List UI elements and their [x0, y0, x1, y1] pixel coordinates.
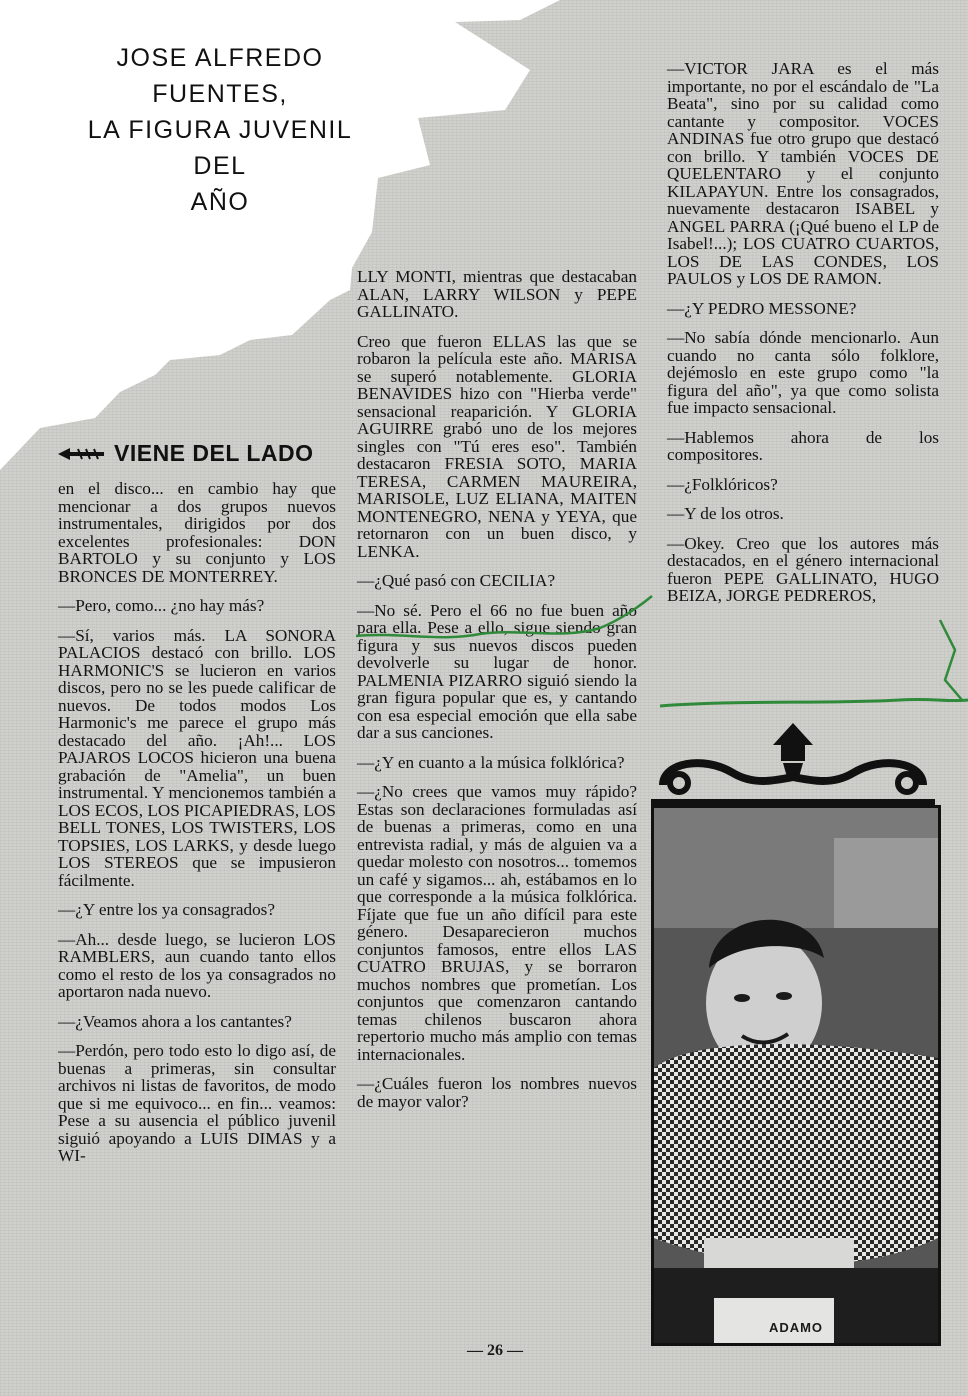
paragraph: —¿Veamos ahora a los cantantes? — [58, 1011, 292, 1031]
photo-frame — [643, 715, 943, 1335]
paragraph: Creo que fueron ELLAS las que se robaron la película este año. MARISA se superó notablemente. GLORIA BENAVIDES hizo con "Hierba verde" sensacional reaparición. Y GLORIA AGUIRRE grabó uno de los mejores singles con "Tú eres eso". También destacaron FRESIA SOTO, MARIA TERESA, CARMEN MAUREIRA, MARISOLE, LUZ ELIANA, MAITEN MONTENEGRO, NENA y YEYA, que retornaron con un buen disco, y LENKA. — [357, 331, 637, 561]
photo-caption: ADAMO — [768, 1320, 824, 1335]
paragraph: —Y de los otros. — [667, 504, 784, 523]
article-headline — [60, 40, 380, 220]
ornamental-crest-icon — [643, 715, 943, 815]
headline-line-2: LA FIGURA JUVENIL DEL — [87, 116, 353, 180]
arrow-left-icon — [56, 445, 106, 463]
text-column-3 — [667, 60, 939, 605]
paragraph: —Ah... desde luego, se lucieron LOS RAMBLERS, aun cuando tanto ellos como el resto de los ya consagrados no aportaron nada nuevo. — [58, 929, 336, 1001]
headline-line-3: AÑO — [190, 188, 250, 216]
paragraph: —Okey. Creo que los autores más destacados, en el género internacional fueron PEPE GALLINATO, HUGO BEIZA, JORGE PEDREROS, — [667, 533, 939, 605]
paragraph: —¿Y PEDRO MESSONE? — [667, 298, 857, 318]
section-heading — [56, 440, 346, 467]
paragraph: —¿No crees que vamos muy rápido? Estas son declaraciones formuladas así de buenas a primeras, como en una entrevista radial, y más de alguien va a quedar molesto con nosotros... tomemos un café y sigamos... ah, estábamos en lo que corresponde a la música folklórica. Fíjate que fue un año difícil para este género. Desaparecieron muchos conjuntos famosos, entre ellos LAS CUATRO BRUJAS, y se borraron muchos nombres que prometían. Los conjuntos que comenzaron cantando temas chilenos buscaron ahora repertorio mucho más amplio con temas internacionales. — [357, 782, 637, 1064]
paragraph: —¿Y entre los ya consagrados? — [58, 900, 275, 919]
paragraph: —¿Qué pasó con CECILIA? — [357, 571, 556, 590]
section-heading-text: VIENE DEL LADO — [114, 440, 314, 466]
paragraph: —Hablemos ahora de los compositores. — [667, 427, 939, 464]
text-column-1 — [58, 480, 336, 1165]
paragraph: —Sí, varios más. LA SONORA PALACIOS destacó con brillo. LOS HARMONIC'S se lucieron en varios discos, pero no se les puede calificar de nuevos. De todos modos Los Harmonic's me parece el grupo más destacado del año. ¡Ah!... LOS PAJAROS LOCOS hicieron una buena grabación de "Amelia", un buen instrumental. Y mencionemos también a LOS ECOS, LOS PICAPIEDRAS, LOS BELL TONES, LOS TWISTERS, LOS TOPSIES, LOS LARKS, y desde luego LOS STEREOS que se impusieron fácilmente. — [58, 625, 336, 890]
adamo-photo — [651, 805, 941, 1346]
headline-line-1: JOSE ALFREDO FUENTES, — [116, 44, 324, 108]
page-number: — 26 — — [467, 1342, 523, 1359]
text-column-2 — [357, 268, 637, 1110]
paragraph: —Pero, como... ¿no hay más? — [58, 596, 265, 615]
paragraph: —¿Folklóricos? — [667, 474, 778, 494]
paragraph: en el disco... en cambio hay que mencionar a dos grupos nuevos instrumentales, dirigidos por dos excelentes profesionales: DON BARTOLO y su conjunto y LOS BRONCES DE MONTERREY. — [58, 479, 336, 586]
portrait-illustration — [654, 808, 938, 1343]
paragraph: —Perdón, pero todo esto lo digo así, de buenas a primeras, sin consultar archivos ni listas de favoritos, de modo que si me equivoco... en fin... veamos: Pese a su ausencia el público juvenil siguió apoyando a LUIS DIMAS y a WI- — [58, 1041, 336, 1165]
paragraph: —No sé. Pero el 66 no fue buen año para ella. Pese a ello, sigue siendo gran figura y sus nuevos discos pueden devolverle su lugar de honor. PALMENIA PIZARRO siguió siendo la gran figura popular que es, y cantando con esa especial emoción que ella sabe dar a sus canciones. — [357, 600, 637, 742]
paragraph: —No sabía dónde mencionarlo. Aun cuando no canta sólo folklore, dejémoslo en este grupo como "la figura del año", ya que como solista fue impacto sensacional. — [667, 328, 939, 417]
paragraph: —¿Y en cuanto a la música folklórica? — [357, 752, 625, 772]
paragraph: LLY MONTI, mientras que destacaban ALAN, LARRY WILSON y PEPE GALLINATO. — [357, 267, 637, 321]
paragraph: —VICTOR JARA es el más importante, no por el escándalo de "La Beata", sino por su calidad como cantante y compositor. VOCES ANDINAS fue otro grupo que destacó con brillo. Y también VOCES DE QUELENTARO y el conjunto KILAPAYUN. Entre los consagrados, nuevamente destacaron ISABEL y ANGEL PARRA (¡Qué bueno el LP de Isabel!...); LOS CUATRO CUARTOS, LOS DE LAS CONDES, LOS PAULOS y LOS DE RAMON. — [667, 59, 939, 288]
paragraph: —¿Cuáles fueron los nombres nuevos de mayor valor? — [357, 1074, 637, 1111]
